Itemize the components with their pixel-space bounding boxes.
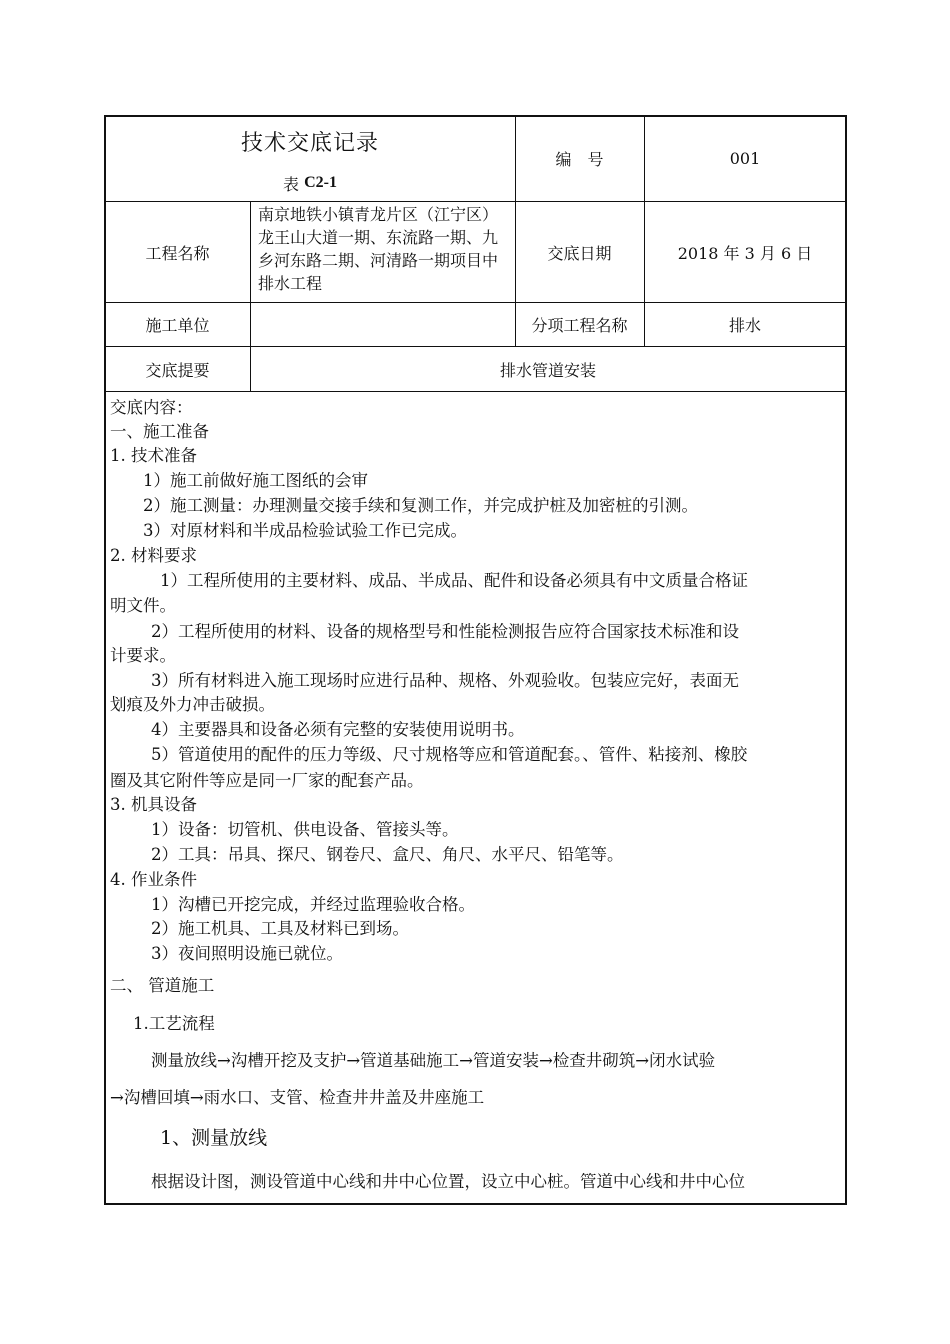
content-line: 1）沟槽已开挖完成，并经过监理验收合格。 bbox=[151, 895, 475, 914]
form-code-prefix: 表 bbox=[283, 174, 300, 194]
project-name-line: 排水工程 bbox=[258, 274, 323, 293]
content-line: 2）工具：吊具、探尺、钢卷尺、盒尺、角尺、水平尺、铅笔等。 bbox=[151, 845, 624, 864]
summary-label: 交底提要 bbox=[145, 360, 210, 380]
content-line: 计要求。 bbox=[110, 646, 176, 665]
content-line: 2）施工测量：办理测量交接手续和复测工作，并完成护桩及加密桩的引测。 bbox=[143, 496, 698, 515]
subsection-heading: 1. 技术准备 bbox=[110, 446, 197, 465]
content-line: 3）夜间照明设施已就位。 bbox=[151, 944, 343, 963]
content-line: 测量放线→沟槽开挖及支护→管道基础施工→管道安装→检查井砌筑→闭水试验 bbox=[151, 1051, 716, 1070]
project-name-label: 工程名称 bbox=[145, 243, 210, 263]
content-line: 3）对原材料和半成品检验试验工作已完成。 bbox=[143, 521, 467, 540]
content-line: 1）工程所使用的主要材料、成品、半成品、配件和设备必须具有中文质量合格证 bbox=[160, 571, 748, 590]
content-line: →沟槽回填→雨水口、支管、检查井井盖及井座施工 bbox=[110, 1088, 485, 1107]
unit-label: 施工单位 bbox=[145, 316, 210, 335]
content-heading: 交底内容： bbox=[110, 398, 193, 417]
date-label: 交底日期 bbox=[547, 243, 612, 263]
form-code bbox=[105, 170, 515, 196]
number-label: 编 号 bbox=[555, 150, 604, 169]
subsection-heading: 3. 机具设备 bbox=[110, 795, 197, 814]
subsection-heading: 1.工艺流程 bbox=[133, 1014, 215, 1033]
content-line: 1）设备：切管机、供电设备、管接头等。 bbox=[151, 820, 459, 839]
subsection-heading: 2. 材料要求 bbox=[110, 546, 197, 565]
section-heading: 一、施工准备 bbox=[110, 422, 209, 441]
project-name-line: 龙王山大道一期、东流路一期、九 bbox=[258, 228, 499, 247]
content-line: 3）所有材料进入施工现场时应进行品种、规格、外观验收。包装应完好，表面无 bbox=[151, 671, 739, 690]
content-line: 明文件。 bbox=[110, 596, 176, 615]
content-line: 2）施工机具、工具及材料已到场。 bbox=[151, 919, 409, 938]
content-line: 1）施工前做好施工图纸的会审 bbox=[143, 471, 368, 490]
project-name-line: 乡河东路二期、河清路一期项目中 bbox=[258, 251, 499, 270]
content-line: 划痕及外力冲击破损。 bbox=[110, 695, 275, 714]
subsection-heading: 1、测量放线 bbox=[160, 1127, 268, 1149]
form-code-value: C2-1 bbox=[304, 174, 337, 191]
content-line: 圈及其它附件等应是同一厂家的配套产品。 bbox=[110, 771, 424, 790]
table-divider bbox=[105, 391, 846, 392]
unit-value bbox=[250, 303, 515, 346]
record-title: 技术交底记录 bbox=[240, 130, 379, 156]
date-value: 2018 年 3 月 6 日 bbox=[677, 243, 813, 263]
number-value: 001 bbox=[729, 149, 761, 168]
summary-value: 排水管道安装 bbox=[499, 360, 596, 380]
section-heading: 二、 管道施工 bbox=[110, 976, 215, 995]
subproject-value: 排水 bbox=[728, 316, 761, 335]
subproject-label: 分项工程名称 bbox=[531, 316, 628, 335]
project-name-line: 南京地铁小镇青龙片区（江宁区） bbox=[258, 205, 499, 224]
content-line: 2）工程所使用的材料、设备的规格型号和性能检测报告应符合国家技术标准和设 bbox=[151, 622, 739, 641]
content-line: 4）主要器具和设备必须有完整的安装使用说明书。 bbox=[151, 720, 525, 739]
content-line: 5）管道使用的配件的压力等级、尺寸规格等应和管道配套。、管件、粘接剂、橡胶 bbox=[151, 745, 748, 764]
project-name-value bbox=[258, 203, 514, 295]
subsection-heading: 4. 作业条件 bbox=[110, 870, 197, 889]
content-line: 根据设计图，测设管道中心线和井中心位置，设立中心桩。管道中心线和井中心位 bbox=[151, 1172, 745, 1191]
